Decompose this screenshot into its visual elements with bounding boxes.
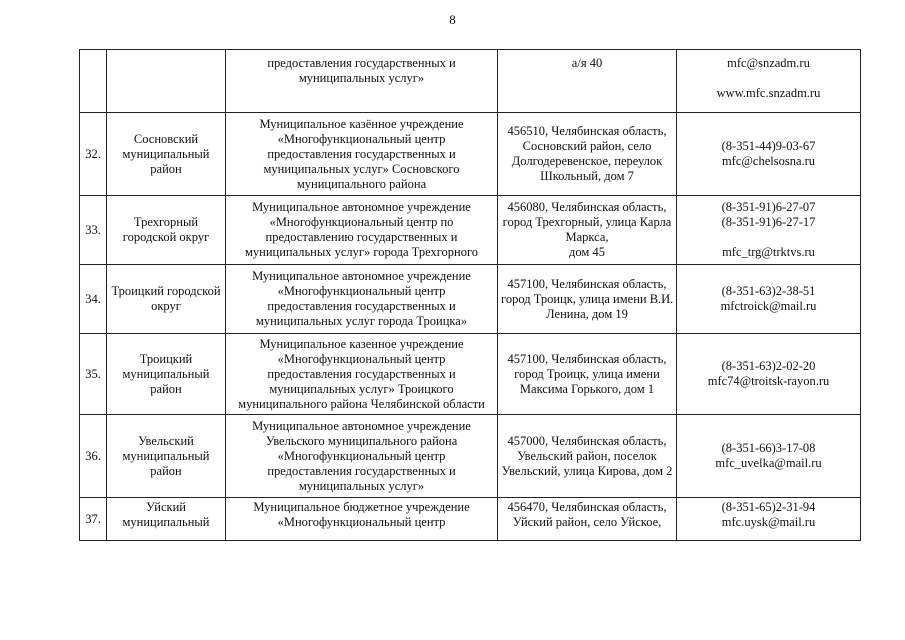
organization-line: муниципальных услуг города Троицка» (255, 314, 468, 328)
organization-cell (226, 498, 498, 541)
organization-line: предоставления государственных и (267, 146, 456, 161)
organization-line: Муниципальное автономное учреждение (252, 418, 471, 433)
email-link[interactable]: mfc_uvelka@mail.ru (715, 456, 822, 470)
district-cell (107, 415, 226, 498)
organization-line: муниципальных услуг» Сосновского (263, 161, 460, 176)
address-line: Маркса, (565, 230, 609, 244)
address-line: Ленина, дом 19 (546, 306, 628, 321)
table-row (80, 50, 861, 113)
organization-cell (226, 265, 498, 334)
row-number-cell: 37. (80, 498, 107, 541)
table-row (80, 265, 861, 334)
district-cell (107, 50, 226, 113)
organization-line: муниципальных услуг» города Трехгорного (244, 245, 479, 259)
organization-line: Муниципальное казенное учреждение (259, 336, 464, 351)
organization-cell (226, 113, 498, 196)
address-cell (498, 334, 677, 415)
email-link[interactable]: mfc.uysk@mail.ru (721, 515, 816, 529)
organization-line: муниципального района Челябинской области (238, 396, 485, 411)
address-cell (498, 265, 677, 334)
address-line: Сосновский район, село (522, 139, 652, 153)
phone-number: (8-351-91)6-27-07 (721, 200, 816, 214)
contacts-cell (677, 334, 861, 415)
district-cell (107, 113, 226, 196)
address-cell (498, 50, 677, 113)
organization-line: Муниципальное казённое учреждение (259, 116, 464, 131)
spacer (680, 230, 857, 245)
row-number-cell: 32. (80, 113, 107, 196)
district-line: муниципальный (122, 146, 210, 161)
organization-cell (226, 196, 498, 265)
organization-line: предоставления государственных и (267, 56, 456, 70)
address-cell (498, 498, 677, 541)
organization-line: муниципальных услуг» (298, 478, 425, 493)
phone-number: (8-351-91)6-27-17 (721, 215, 816, 229)
district-cell (107, 196, 226, 265)
address-line: дом 45 (569, 245, 605, 259)
spacer (680, 71, 857, 86)
district-cell (107, 334, 226, 415)
organization-line: «Многофункциональный центр (277, 284, 446, 298)
address-line: Школьный, дом 7 (540, 169, 634, 183)
organization-line: муниципальных услуг» (298, 71, 425, 85)
phone-number: (8-351-65)2-31-94 (721, 500, 816, 514)
address-cell (498, 196, 677, 265)
organization-line: «Многофункциональный центр по (269, 215, 454, 229)
address-line: 457000, Челябинская область, (507, 433, 667, 448)
organization-cell (226, 50, 498, 113)
organization-line: Муниципальное бюджетное учреждение (253, 500, 470, 514)
row-number-cell: 35. (80, 334, 107, 415)
address-line: 457100, Челябинская область, (507, 351, 667, 366)
email-link[interactable]: mfc@snzadm.ru (727, 56, 810, 70)
address-cell (498, 415, 677, 498)
table-row (80, 334, 861, 415)
district-line: Увельский (138, 433, 194, 448)
phone-number: (8-351-44)9-03-67 (721, 139, 816, 153)
table-row (80, 196, 861, 265)
district-line: округ (151, 299, 181, 313)
row-number-cell: 34. (80, 265, 107, 334)
phone-number: (8-351-63)2-02-20 (721, 359, 816, 373)
district-line: район (150, 463, 182, 478)
address-cell (498, 113, 677, 196)
address-line: 457100, Челябинская область, (507, 276, 667, 291)
organization-line: Муниципальное автономное учреждение (252, 269, 471, 283)
organization-cell (226, 415, 498, 498)
district-line: Трехгорный (133, 215, 199, 229)
organization-line: предоставлению государственных и (265, 230, 458, 244)
website-link[interactable]: www.mfc.snzadm.ru (716, 86, 821, 100)
contacts-cell (677, 196, 861, 265)
table-row (80, 415, 861, 498)
email-link[interactable]: mfc_trg@trktvs.ru (722, 245, 815, 259)
address-line: Уйский район, село Уйское, (512, 515, 662, 529)
district-line: Троицкий городской (111, 284, 221, 298)
organization-line: муниципального района (296, 176, 427, 191)
address-line: Увельский, улица Кирова, дом 2 (501, 463, 673, 478)
organization-line: «Многофункциональный центр (277, 515, 446, 529)
organization-cell (226, 334, 498, 415)
mfc-registry-table (79, 49, 861, 541)
district-line: муниципальный (122, 366, 210, 381)
contacts-cell (677, 113, 861, 196)
district-line: Троицкий (139, 351, 193, 366)
row-number-cell (80, 50, 107, 113)
address-line: Максима Горького, дом 1 (519, 381, 655, 396)
district-line: муниципальный (122, 448, 210, 463)
organization-line: предоставления государственных и (267, 463, 456, 478)
phone-number: (8-351-63)2-38-51 (721, 284, 816, 298)
address-line: город Троицк, улица имени В.И. (501, 291, 674, 306)
organization-line: предоставления государственных и (267, 366, 456, 381)
organization-line: Муниципальное автономное учреждение (252, 200, 471, 214)
email-link[interactable]: mfctroick@mail.ru (720, 299, 817, 313)
district-line: район (150, 381, 182, 396)
organization-line: «Многофункциональный центр (277, 131, 446, 146)
organization-line: муниципальных услуг» Троицкого (269, 381, 454, 396)
district-line: муниципальный (122, 515, 210, 529)
contacts-cell (677, 265, 861, 334)
contacts-cell (677, 498, 861, 541)
district-line: район (150, 161, 182, 176)
district-line: городской округ (122, 230, 210, 244)
address-line: город Троицк, улица имени (514, 366, 660, 381)
phone-number: (8-351-66)3-17-08 (721, 441, 816, 455)
organization-line: «Многофункциональный центр (277, 351, 446, 366)
district-cell (107, 498, 226, 541)
address-line: 456510, Челябинская область, (507, 124, 667, 138)
organization-line: «Многофункциональный центр (277, 448, 446, 463)
address-line: 456470, Челябинская область, (507, 500, 667, 514)
contacts-cell (677, 50, 861, 113)
email-link[interactable]: mfc@chelsosna.ru (721, 154, 816, 168)
email-link[interactable]: mfc74@troitsk-rayon.ru (707, 374, 830, 388)
address-line: Увельский район, поселок (517, 448, 657, 463)
row-number-cell: 36. (80, 415, 107, 498)
address-line: Долгодеревенское, переулок (511, 154, 663, 168)
page-number: 8 (449, 12, 456, 27)
organization-line: Увельского муниципального района (265, 433, 458, 448)
district-line: Сосновский (133, 131, 199, 146)
row-number-cell: 33. (80, 196, 107, 265)
address-line: а/я 40 (571, 56, 603, 70)
address-line: 456080, Челябинская область, (507, 200, 667, 214)
district-cell (107, 265, 226, 334)
district-line: Уйский (146, 500, 186, 514)
address-line: город Трехгорный, улица Карла (502, 215, 672, 229)
contacts-cell (677, 415, 861, 498)
table-row (80, 498, 861, 541)
table-row (80, 113, 861, 196)
organization-line: предоставления государственных и (267, 299, 456, 313)
